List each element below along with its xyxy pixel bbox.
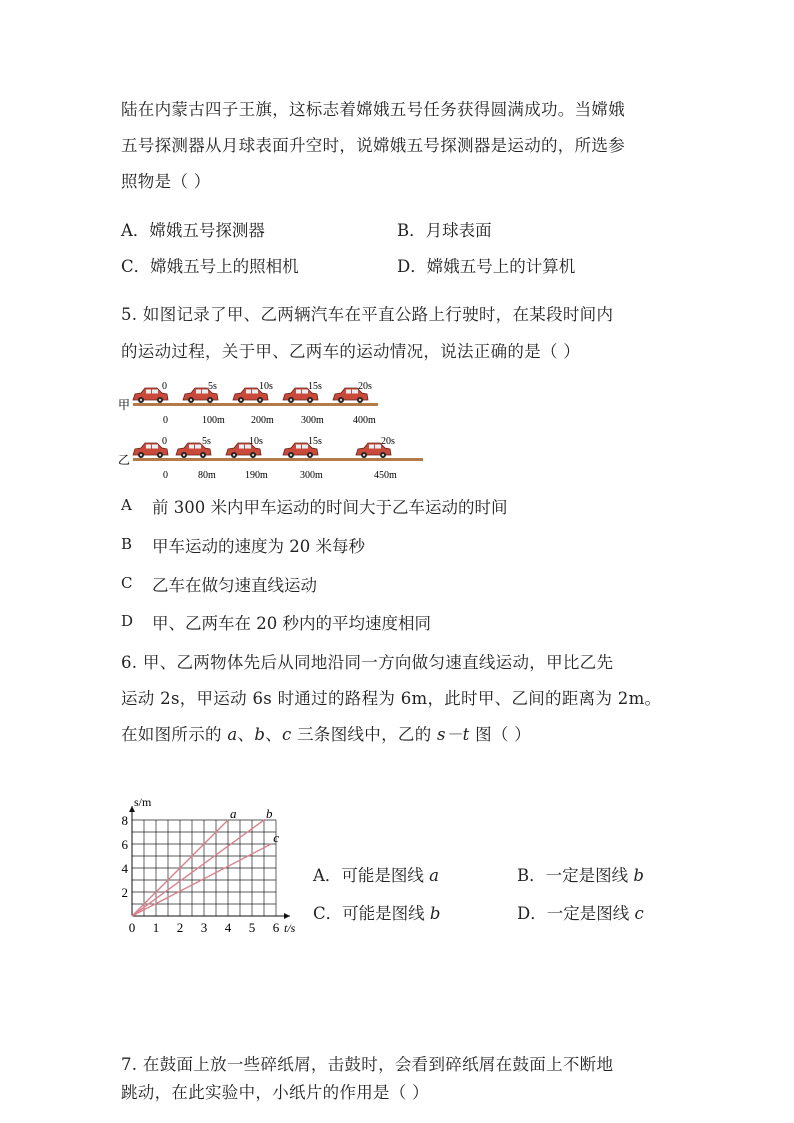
q6-line3-mid: 三条图线中，乙的 <box>291 725 438 744</box>
x-tick-label: 5 <box>248 920 256 935</box>
q5-r2-time-4: 20s <box>381 436 395 447</box>
q6-option-c-text: C．可能是图线 <box>313 904 430 923</box>
x-tick-label: 3 <box>200 920 208 935</box>
q6-line3-pre: 在如图所示的 <box>121 725 228 744</box>
q6-option-c-var: b <box>429 904 441 923</box>
series-label-a: a <box>230 806 237 821</box>
q5-road-2 <box>133 458 423 461</box>
q6-sep-2: 、 <box>265 725 282 744</box>
q5-option-a-text[interactable]: 前 300 米内甲车运动的时间大于乙车运动的时间 <box>152 498 508 517</box>
q6-var-a: a <box>227 725 238 744</box>
q5-r2-dist-1: 80m <box>198 470 216 481</box>
q6-option-d[interactable] <box>517 900 644 924</box>
q5-option-b-letter[interactable]: B <box>121 535 133 553</box>
q5-r1-time-1: 5s <box>208 381 217 392</box>
q4-line-2: 五号探测器从月球表面升空时，说嫦娥五号探测器是运动的，所选参 <box>121 136 625 155</box>
x-tick-label: 2 <box>176 920 184 935</box>
q6-var-c: c <box>282 725 292 744</box>
q4-line-3: 照物是（ ） <box>121 172 211 191</box>
q5-option-a-letter[interactable]: A <box>121 496 132 514</box>
q6-option-b-text: B．一定是图线 <box>517 866 634 885</box>
series-label-c: c <box>273 830 279 845</box>
q6-option-a[interactable] <box>313 862 439 886</box>
q5-r1-dist-1: 100m <box>202 415 225 426</box>
y-tick-label: 6 <box>121 837 128 852</box>
q6-option-b[interactable] <box>517 862 644 886</box>
q6-line-3 <box>121 721 531 745</box>
y-tick-label: 8 <box>121 813 128 828</box>
q5-r2-dist-3: 300m <box>300 470 323 481</box>
q5-road-1 <box>133 403 378 406</box>
q4-option-d[interactable]: D．嫦娥五号上的计算机 <box>397 257 576 276</box>
q5-option-d-letter[interactable]: D <box>121 612 134 630</box>
y-tick-label: 2 <box>121 885 128 900</box>
y-axis-label: s/m <box>134 795 152 809</box>
q5-car-figure <box>116 376 431 488</box>
q5-option-c-letter[interactable]: C <box>121 574 133 592</box>
series-label-b: b <box>266 806 273 821</box>
q5-r2-time-2: 10s <box>249 436 263 447</box>
q6-option-a-text: A．可能是图线 <box>313 866 430 885</box>
q5-r1-dist-2: 200m <box>251 415 274 426</box>
q6-line-2: 运动 2s，甲运动 6s 时通过的路程为 6m，此时甲、乙间的距离为 2m。 <box>121 689 662 708</box>
q5-r1-dist-4: 400m <box>353 415 376 426</box>
q5-r2-dist-2: 190m <box>245 470 268 481</box>
q6-var-b: b <box>254 725 266 744</box>
q6-sep-1: 、 <box>237 725 255 744</box>
q6-st-chart <box>112 788 312 936</box>
q5-row1-label: 甲 <box>118 398 131 412</box>
x-axis-label: t/s <box>284 921 296 935</box>
x-tick-label: 1 <box>152 920 160 935</box>
q5-line-2: 的运动过程，关于甲、乙两车的运动情况，说法正确的是（ ） <box>121 342 581 361</box>
q5-r2-time-3: 15s <box>308 436 322 447</box>
q5-r1-dist-3: 300m <box>301 415 324 426</box>
y-tick-label: 4 <box>121 861 128 876</box>
q5-line-1: 5. 如图记录了甲、乙两辆汽车在平直公路上行驶时，在某段时间内 <box>121 305 614 324</box>
q6-option-a-var: a <box>429 866 440 885</box>
q7-line-2: 跳动，在此实验中，小纸片的作用是（ ） <box>121 1083 429 1102</box>
q6-option-b-var: b <box>633 866 644 885</box>
q5-r1-time-0: 0 <box>162 381 167 392</box>
q7-line-1: 7. 在鼓面上放一些碎纸屑，击鼓时，会看到碎纸屑在鼓面上不断地 <box>121 1055 614 1074</box>
q4-option-c[interactable]: C．嫦娥五号上的照相机 <box>121 257 299 276</box>
q4-line-1: 陆在内蒙古四子王旗，这标志着嫦娥五号任务获得圆满成功。当嫦娥 <box>121 100 625 119</box>
x-tick-label: 4 <box>224 920 232 935</box>
q6-st: s－t <box>437 725 470 744</box>
q5-r1-time-2: 10s <box>259 381 273 392</box>
q6-line-1: 6. 甲、乙两物体先后从同地沿同一方向做匀速直线运动，甲比乙先 <box>121 653 614 672</box>
q4-option-b[interactable]: B．月球表面 <box>397 221 492 240</box>
q5-option-d-text[interactable]: 甲、乙两车在 20 秒内的平均速度相同 <box>152 614 431 633</box>
q5-r2-time-1: 5s <box>202 436 211 447</box>
q5-row2-label: 乙 <box>118 453 131 467</box>
q6-option-c[interactable] <box>313 900 440 924</box>
q4-option-a[interactable]: A．嫦娥五号探测器 <box>121 221 265 240</box>
x-tick-label: 0 <box>128 920 136 935</box>
q6-option-d-var: c <box>634 904 644 923</box>
q5-r1-time-4: 20s <box>358 381 372 392</box>
q5-r1-time-3: 15s <box>308 381 322 392</box>
q6-option-d-text: D．一定是图线 <box>517 904 635 923</box>
q5-r2-dist-0: 0 <box>163 470 168 481</box>
x-tick-label: 6 <box>272 920 280 935</box>
q6-line3-post: 图（ ） <box>469 725 532 744</box>
x-axis-arrow <box>284 913 290 919</box>
q5-r1-dist-0: 0 <box>163 415 168 426</box>
q5-r2-time-0: 0 <box>162 436 167 447</box>
q5-r2-dist-4: 450m <box>374 470 397 481</box>
q5-option-b-text[interactable]: 甲车运动的速度为 20 米每秒 <box>152 537 365 556</box>
q5-option-c-text[interactable]: 乙车在做匀速直线运动 <box>152 576 317 595</box>
